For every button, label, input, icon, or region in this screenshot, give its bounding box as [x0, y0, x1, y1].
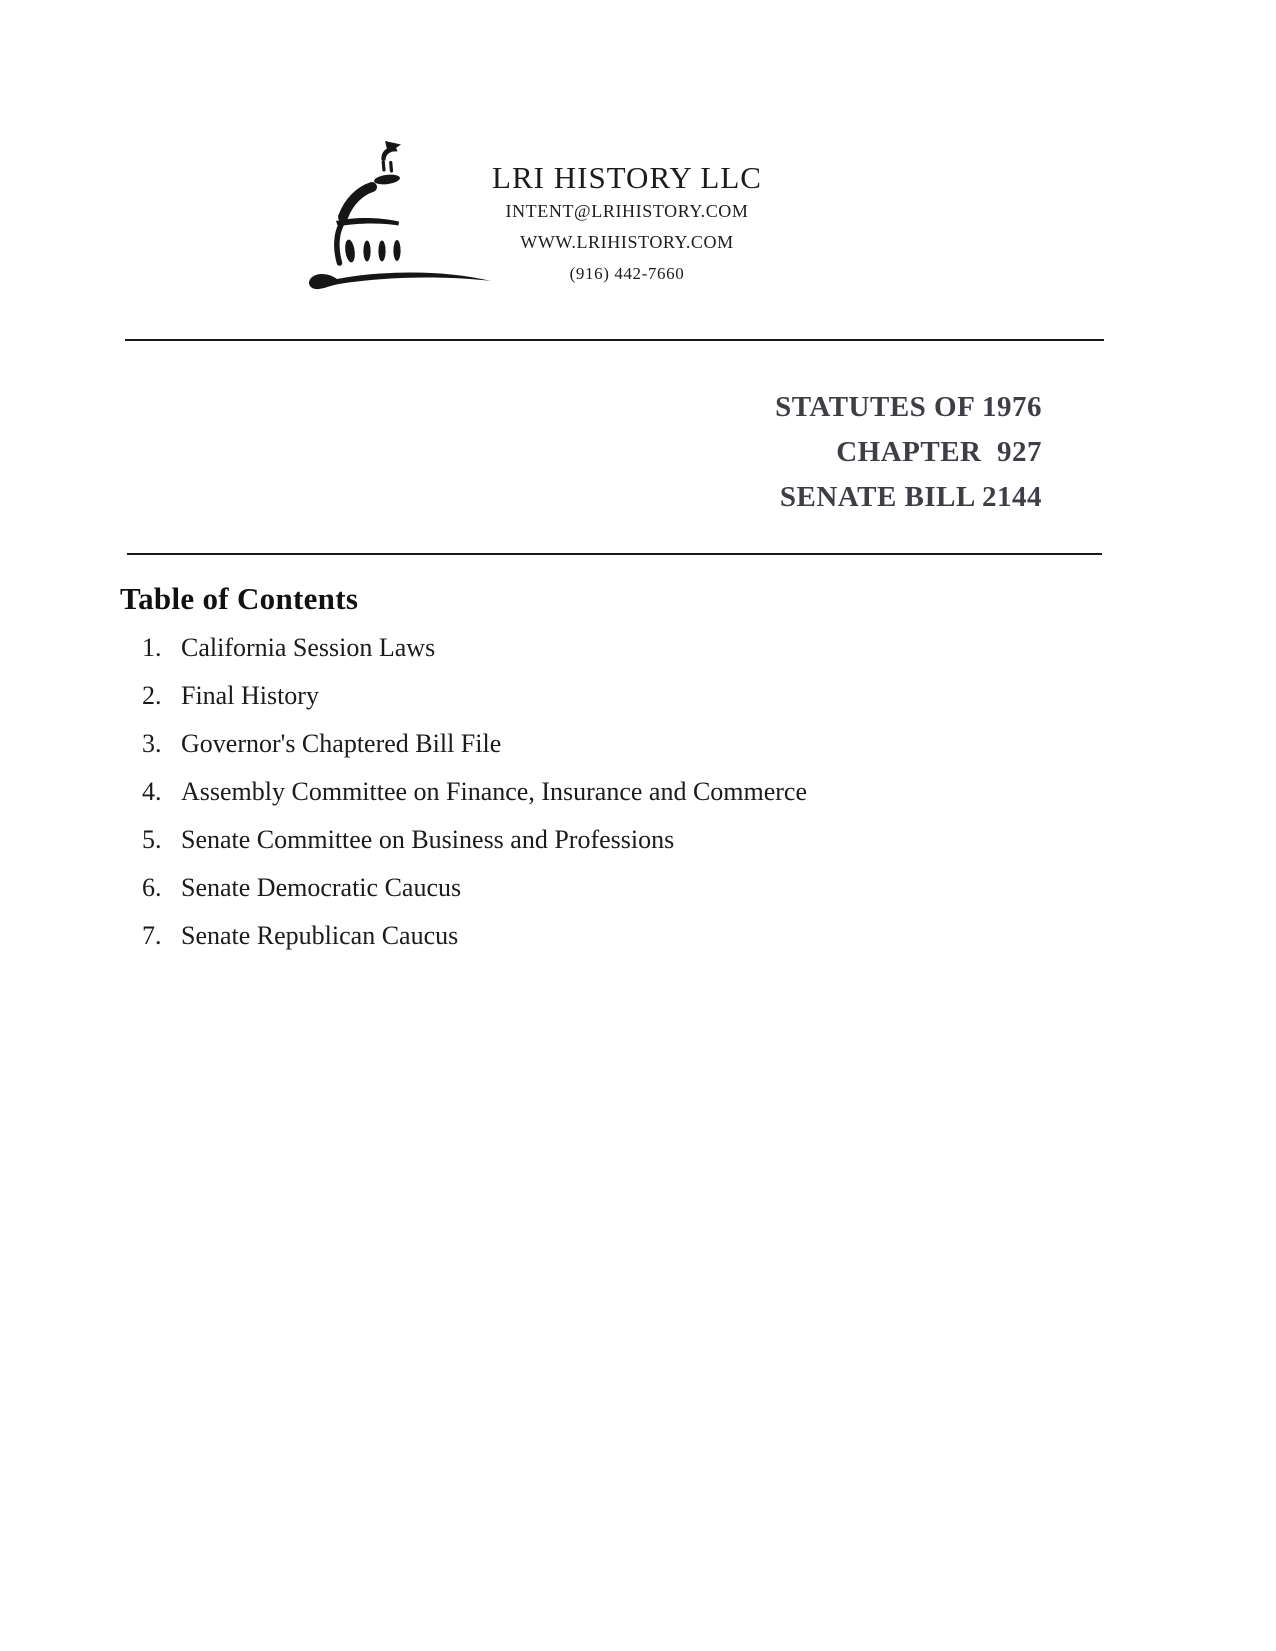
toc-item [142, 874, 807, 902]
toc-item-label: Senate Committee on Business and Professions [181, 825, 675, 854]
toc-item [142, 826, 807, 854]
toc-item-label: Final History [181, 681, 319, 710]
statute-reference-block [775, 385, 1042, 520]
toc-item-label: Governor's Chaptered Bill File [181, 729, 502, 758]
toc-item-label: Senate Republican Caucus [181, 921, 459, 950]
phone-text: (916) 442-7660 [569, 264, 685, 283]
divider-line-bottom [127, 553, 1102, 555]
chapter-line: CHAPTER 927 [836, 436, 1042, 468]
company-name: LRI HISTORY LLC [492, 160, 762, 195]
toc-item [142, 730, 807, 758]
email-text: INTENT@LRIHISTORY.COM [505, 201, 749, 221]
toc-item-number: 7. [142, 921, 162, 950]
toc-item-number: 4. [142, 777, 162, 806]
divider-line-top [125, 339, 1104, 341]
letterhead-text [447, 160, 807, 289]
toc-item [142, 682, 807, 710]
senate-bill-line: SENATE BILL 2144 [779, 481, 1042, 513]
toc-item-number: 3. [142, 729, 162, 758]
toc-item-number: 1. [142, 633, 162, 662]
toc-item-label: Senate Democratic Caucus [181, 873, 462, 902]
toc-item-label: Assembly Committee on Finance, Insurance and Commerce [181, 777, 808, 806]
toc-title: Table of Contents [120, 581, 359, 616]
toc-item [142, 922, 807, 950]
toc-list [142, 634, 807, 970]
toc-item-label: California Session Laws [181, 633, 436, 662]
toc-item-number: 6. [142, 873, 162, 902]
statutes-year-line: STATUTES OF 1976 [775, 391, 1042, 423]
toc-item-number: 5. [142, 825, 162, 854]
toc-item-number: 2. [142, 681, 162, 710]
toc-item [142, 634, 807, 662]
website-text: WWW.LRIHISTORY.COM [520, 232, 734, 252]
toc-item [142, 778, 807, 806]
